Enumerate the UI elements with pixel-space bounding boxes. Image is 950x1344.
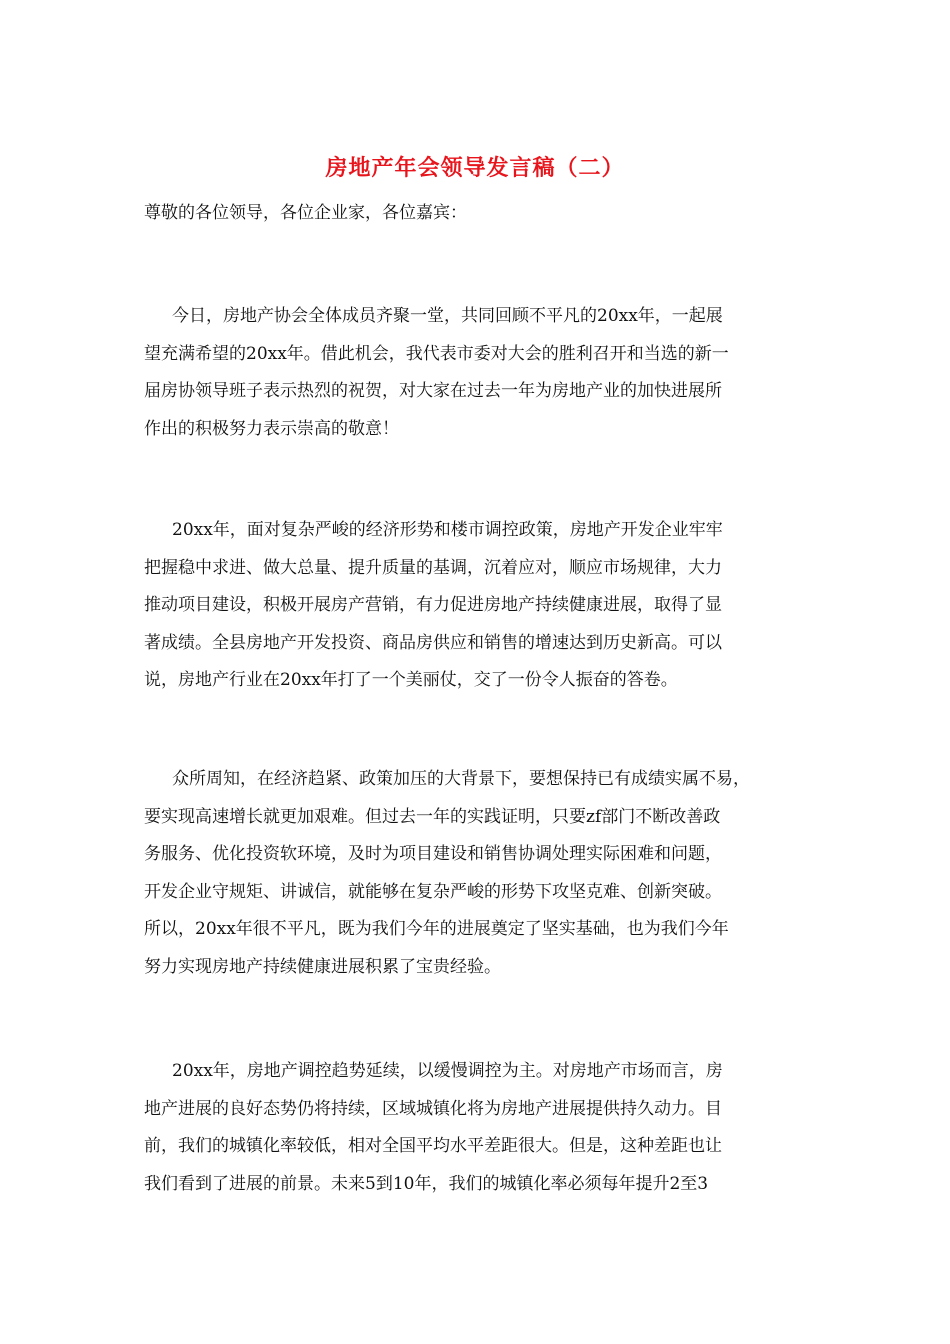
paragraph-line: 20xx年，面对复杂严峻的经济形势和楼市调控政策，房地产开发企业牢牢 [172,520,723,540]
paragraph-4 [144,1053,824,1203]
paragraph-line: 要实现高速增长就更加艰难。但过去一年的实践证明，只要zf部门不断改善政 [144,806,721,827]
paragraph-line: 前，我们的城镇化率较低，相对全国平均水平差距很大。但是，这种差距也让 [144,1136,722,1156]
paragraph-line: 众所周知，在经济趋紧、政策加压的大背景下，要想保持已有成绩实属不易， [172,769,750,789]
paragraph-1 [144,298,824,448]
paragraph-line: 届房协领导班子表示热烈的祝贺，对大家在过去一年为房地产业的加快进展所 [144,381,722,401]
paragraph-line: 20xx年，房地产调控趋势延续，以缓慢调控为主。对房地产市场而言，房 [172,1061,723,1081]
paragraph-line: 努力实现房地产持续健康进展积累了宝贵经验。 [144,956,501,977]
paragraph-2 [144,512,824,700]
paragraph-line: 说，房地产行业在20xx年打了一个美丽仗，交了一份令人振奋的答卷。 [144,670,678,690]
salutation: 尊敬的各位领导，各位企业家，各位嘉宾： [144,203,467,223]
paragraph-line: 今日，房地产协会全体成员齐聚一堂，共同回顾不平凡的20xx年，一起展 [172,306,723,326]
paragraph-line: 我们看到了进展的前景。未来5到10年，我们的城镇化率必须每年提升2至3 [144,1173,709,1194]
paragraph-line: 著成绩。全县房地产开发投资、商品房供应和销售的增速达到历史新高。可以 [144,632,722,653]
paragraph-line: 望充满希望的20xx年。借此机会，我代表市委对大会的胜利召开和当选的新一 [144,343,729,364]
paragraph-line: 作出的积极努力表示崇高的敬意！ [144,418,399,439]
paragraph-line: 务服务、优化投资软环境，及时为项目建设和销售协调处理实际困难和问题， [144,844,722,864]
paragraph-line: 所以，20xx年很不平凡，既为我们今年的进展奠定了坚实基础，也为我们今年 [144,919,729,939]
paragraph-line: 开发企业守规矩、讲诚信，就能够在复杂严峻的形势下攻坚克难、创新突破。 [144,881,722,902]
paragraph-line: 把握稳中求进、做大总量、提升质量的基调，沉着应对，顺应市场规律，大力 [144,557,722,578]
page-title: 房地产年会领导发言稿（二） [325,155,625,181]
paragraph-3 [144,761,824,986]
paragraph-line: 地产进展的良好态势仍将持续，区域城镇化将为房地产进展提供持久动力。目 [144,1098,722,1119]
paragraph-line: 推动项目建设，积极开展房产营销，有力促进房地产持续健康进展，取得了显 [144,595,722,615]
